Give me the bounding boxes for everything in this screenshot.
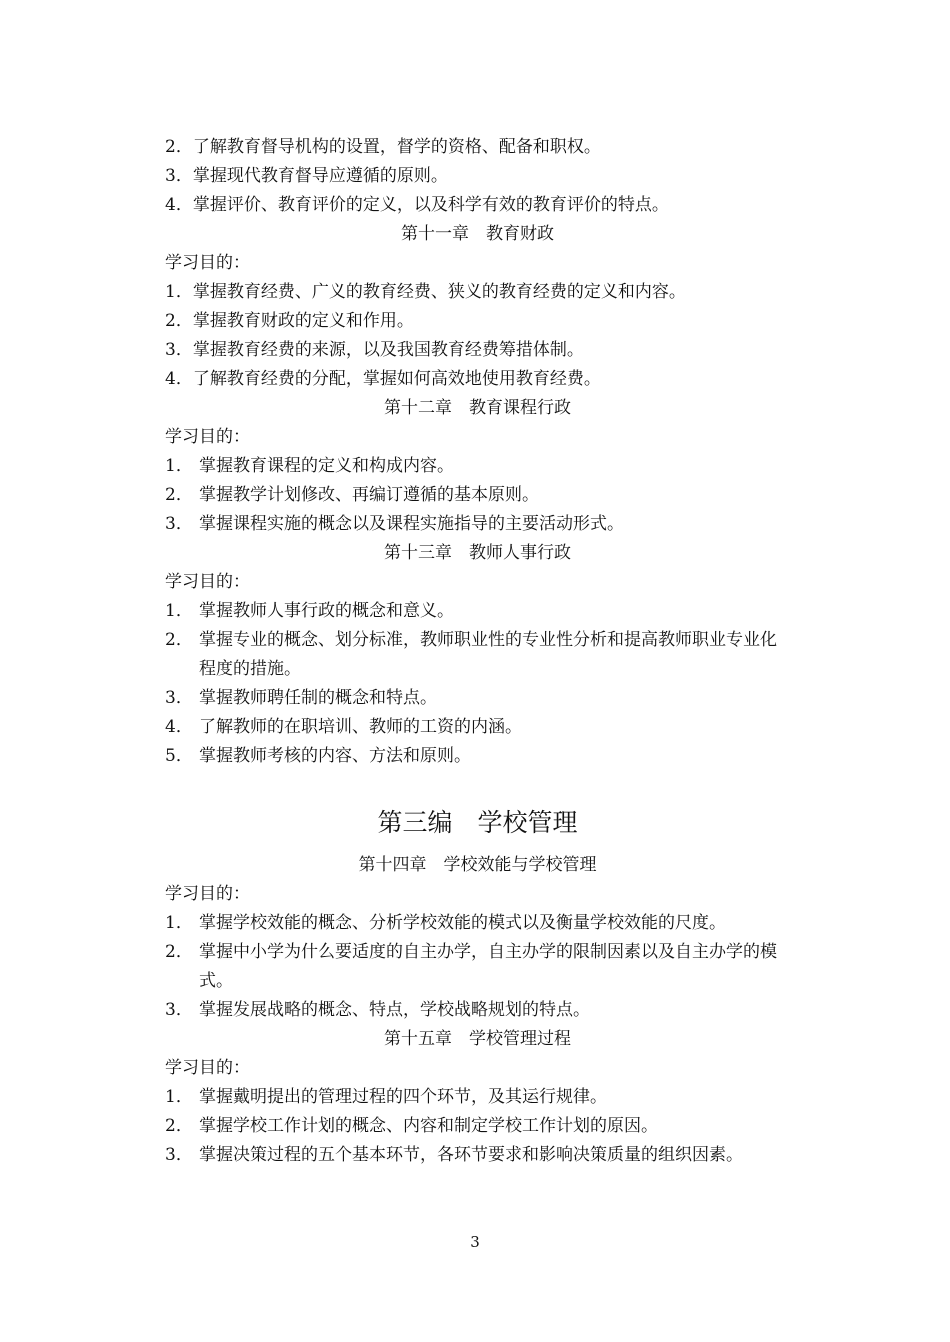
page-content [165, 133, 790, 1170]
list-item: 3．掌握教育经费的来源，以及我国教育经费筹措体制。 [165, 340, 584, 360]
chapter-section [165, 1025, 790, 1170]
list-item: 3． 掌握发展战略的概念、特点，学校战略规划的特点。 [165, 1000, 590, 1020]
chapter-title: 第十四章 学校效能与学校管理 [358, 855, 597, 875]
list-item: 4．了解教育经费的分配，掌握如何高效地使用教育经费。 [165, 369, 601, 389]
intro-list [165, 133, 790, 220]
chapter-title: 第十一章 教育财政 [401, 224, 554, 244]
list-item: 4． 了解教师的在职培训、教师的工资的内涵。 [165, 717, 522, 737]
list-item: 1． 掌握教师人事行政的概念和意义。 [165, 601, 454, 621]
list-item: 3． 掌握教师聘任制的概念和特点。 [165, 688, 437, 708]
list-item: 1． 掌握学校效能的概念、分析学校效能的模式以及衡量学校效能的尺度。 [165, 913, 726, 933]
list-item: 2．了解教育督导机构的设置，督学的资格、配备和职权。 [165, 137, 601, 157]
list-item: 1． 掌握戴明提出的管理过程的四个环节，及其运行规律。 [165, 1087, 607, 1107]
chapter-title: 第十二章 教育课程行政 [384, 398, 571, 418]
list-item: 5． 掌握教师考核的内容、方法和原则。 [165, 746, 471, 766]
chapter-section [165, 851, 790, 1025]
list-item: 4．掌握评价、教育评价的定义，以及科学有效的教育评价的特点。 [165, 195, 669, 215]
list-item: 2．掌握教育财政的定义和作用。 [165, 311, 414, 331]
list-item: 2． 掌握教学计划修改、再编订遵循的基本原则。 [165, 485, 539, 505]
list-item: 3． 掌握决策过程的五个基本环节，各环节要求和影响决策质量的组织因素。 [165, 1145, 743, 1165]
chapter-title: 第十三章 教师人事行政 [384, 543, 571, 563]
objectives-label: 学习目的： [165, 427, 250, 447]
objectives-label: 学习目的： [165, 572, 250, 592]
chapter-section [165, 394, 790, 539]
list-item: 2． 掌握学校工作计划的概念、内容和制定学校工作计划的原因。 [165, 1116, 658, 1136]
chapter-title: 第十五章 学校管理过程 [384, 1029, 571, 1049]
objectives-label: 学习目的： [165, 1058, 250, 1078]
page-number: 3 [470, 1233, 480, 1251]
list-item: 2． 掌握专业的概念、划分标准，教师职业性的专业性分析和提高教师职业专业化程度的措施。 [165, 630, 777, 679]
chapter-section [165, 539, 790, 771]
list-item: 3．掌握现代教育督导应遵循的原则。 [165, 166, 448, 186]
list-item: 1．掌握教育经费、广义的教育经费、狭义的教育经费的定义和内容。 [165, 282, 686, 302]
objectives-label: 学习目的： [165, 253, 250, 273]
part-title: 第三编 学校管理 [377, 808, 578, 837]
list-item: 1． 掌握教育课程的定义和构成内容。 [165, 456, 454, 476]
objectives-label: 学习目的： [165, 884, 250, 904]
list-item: 2． 掌握中小学为什么要适度的自主办学，自主办学的限制因素以及自主办学的模式。 [165, 942, 777, 991]
list-item: 3． 掌握课程实施的概念以及课程实施指导的主要活动形式。 [165, 514, 624, 534]
chapter-section [165, 220, 790, 394]
